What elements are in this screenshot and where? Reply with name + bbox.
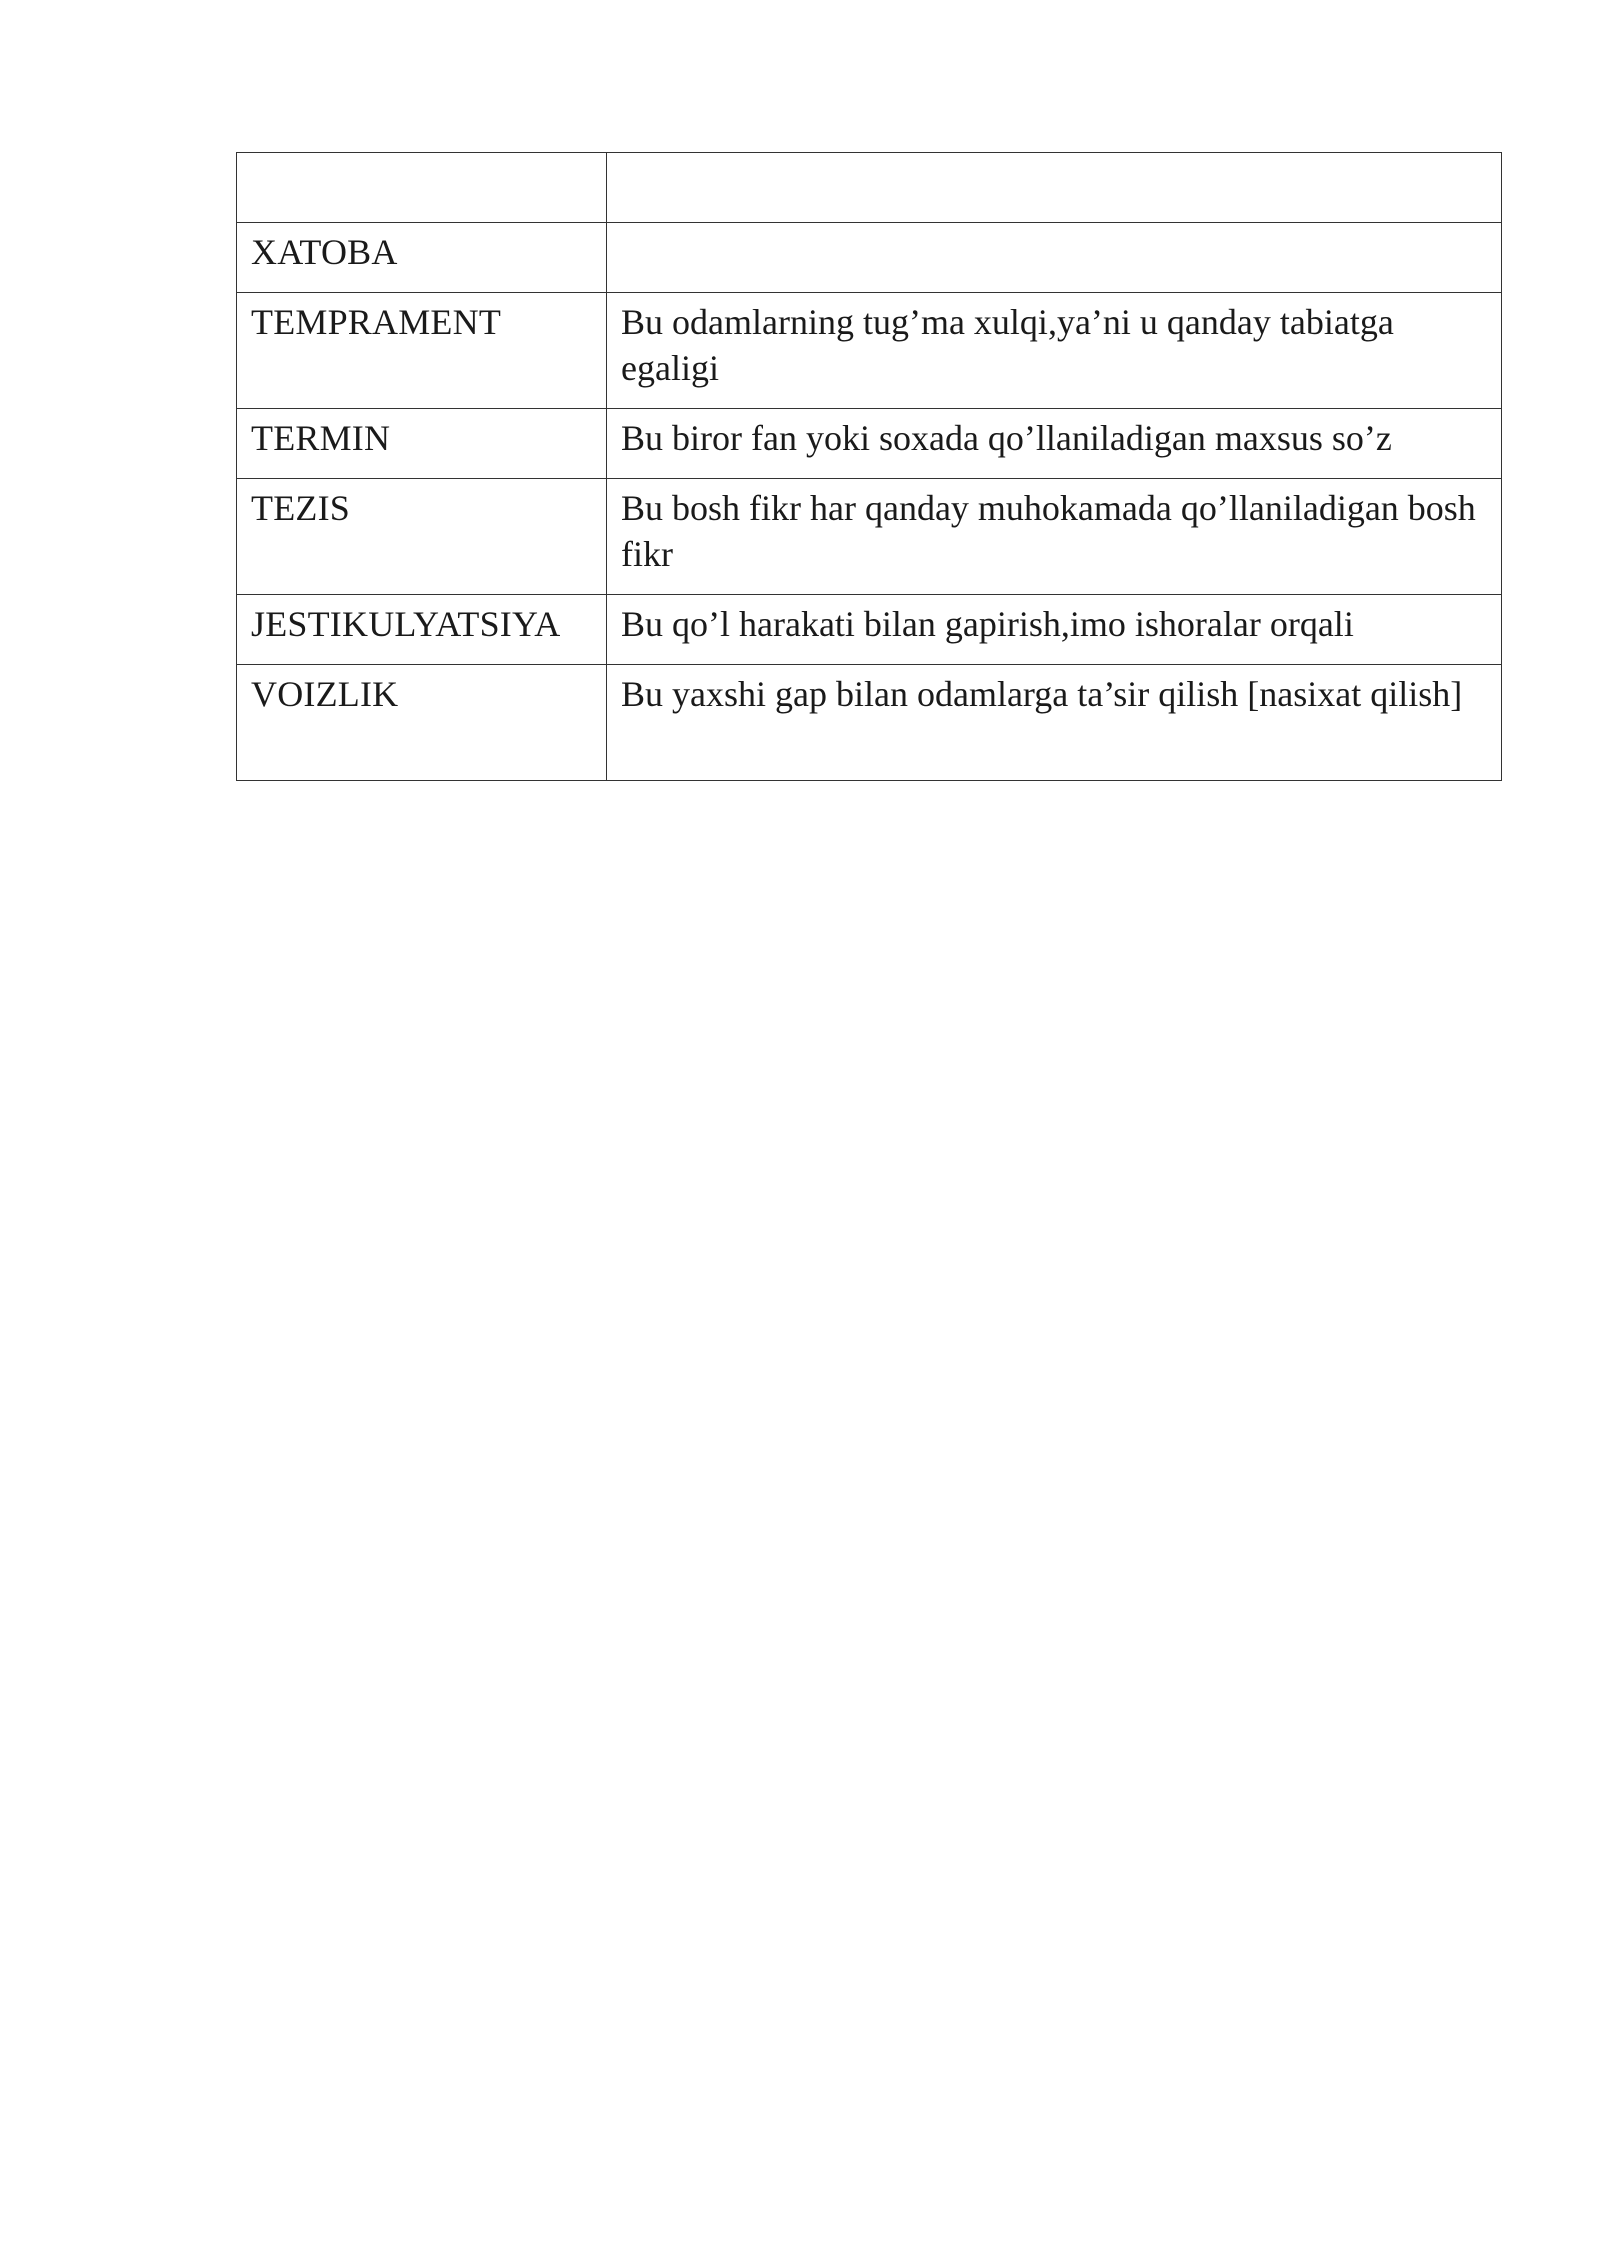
term-cell: VOIZLIK [237, 665, 607, 781]
table-row [237, 409, 1502, 479]
table-row [237, 479, 1502, 595]
term-cell: TEZIS [237, 479, 607, 595]
term-cell: TERMIN [237, 409, 607, 479]
definition-cell [607, 223, 1502, 293]
table-row [237, 595, 1502, 665]
table-row [237, 153, 1502, 223]
table-row [237, 665, 1502, 781]
table-row [237, 223, 1502, 293]
glossary-table [236, 152, 1502, 781]
definition-cell [607, 153, 1502, 223]
definition-cell: Bu bosh fikr har qanday muhokamada qo’llaniladigan bosh fikr [607, 479, 1502, 595]
table-row [237, 293, 1502, 409]
term-cell: JESTIKULYATSIYA [237, 595, 607, 665]
definition-cell: Bu odamlarning tug’ma xulqi,ya’ni u qanday tabiatga egaligi [607, 293, 1502, 409]
term-cell [237, 153, 607, 223]
definition-cell: Bu qo’l harakati bilan gapirish,imo ishoralar orqali [607, 595, 1502, 665]
term-cell: TEMPRAMENT [237, 293, 607, 409]
term-cell: XATOBA [237, 223, 607, 293]
definition-cell: Bu yaxshi gap bilan odamlarga ta’sir qilish [nasixat qilish] [607, 665, 1502, 781]
definition-cell: Bu biror fan yoki soxada qo’llaniladigan maxsus so’z [607, 409, 1502, 479]
